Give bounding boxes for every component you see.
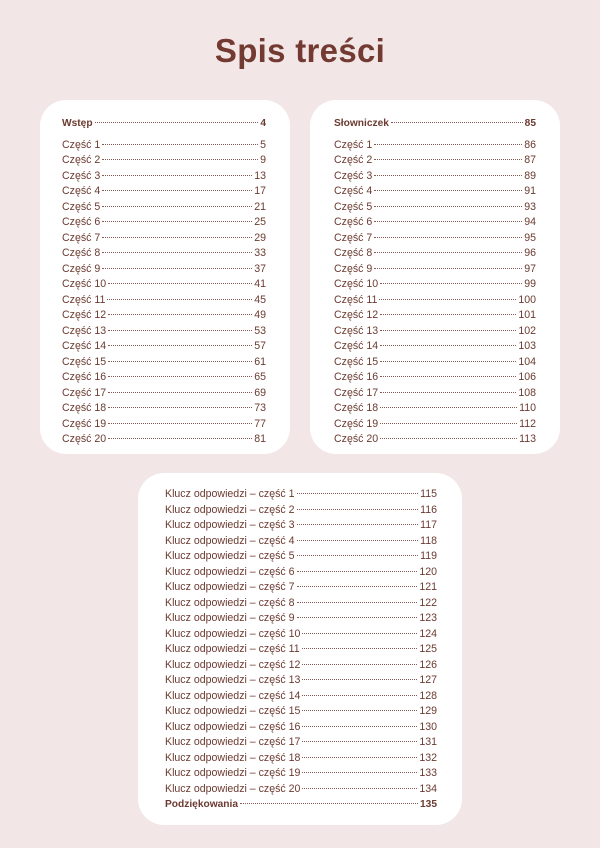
toc-entry[interactable]: [165, 689, 437, 705]
toc-entry[interactable]: [334, 215, 536, 231]
toc-entry-page: 121: [419, 581, 437, 593]
toc-entry-label: Wstęp: [62, 118, 93, 129]
toc-entry-label: Słowniczek: [334, 118, 389, 129]
toc-entry-page: 103: [518, 340, 536, 352]
toc-entry[interactable]: [334, 116, 536, 132]
toc-entry-label: Klucz odpowiedzi – część 20: [165, 782, 301, 795]
toc-entry-page: 97: [524, 262, 536, 275]
toc-list-answer-key: [165, 487, 437, 813]
toc-entry-label: Klucz odpowiedzi – część 11: [165, 643, 300, 655]
toc-entry[interactable]: [334, 231, 536, 247]
toc-entry[interactable]: [334, 386, 536, 402]
toc-entry[interactable]: [334, 169, 536, 185]
toc-entry-page: 130: [419, 720, 437, 733]
toc-entry[interactable]: [334, 200, 536, 216]
dot-leader: [102, 158, 258, 160]
toc-entry-page: 108: [518, 386, 536, 399]
toc-entry-page: 132: [419, 751, 437, 764]
toc-entry-page: 106: [518, 371, 536, 383]
toc-entry[interactable]: [334, 246, 536, 262]
dot-leader: [380, 375, 516, 377]
dot-leader: [379, 298, 516, 300]
toc-entry-label: Część 1: [334, 138, 373, 151]
toc-entry-page: 29: [254, 231, 266, 244]
toc-entry[interactable]: [165, 751, 437, 767]
toc-entry[interactable]: [62, 370, 266, 386]
toc-entry-label: Klucz odpowiedzi – część 14: [165, 689, 301, 702]
toc-entry-page: 99: [524, 278, 536, 290]
dot-leader: [374, 251, 522, 253]
dot-leader: [302, 725, 417, 727]
toc-entry-label: Część 8: [334, 247, 373, 259]
toc-entry-page: 118: [420, 534, 437, 547]
toc-entry[interactable]: [62, 246, 266, 262]
dot-leader: [374, 143, 522, 145]
toc-entry-label: Część 14: [62, 340, 107, 352]
toc-entry-page: 81: [254, 433, 266, 445]
toc-entry[interactable]: [62, 386, 266, 402]
dot-leader: [297, 601, 418, 603]
toc-entry-label: Klucz odpowiedzi – część 8: [165, 596, 295, 609]
toc-entry-page: 128: [419, 689, 437, 702]
toc-entry-label: Część 8: [62, 247, 101, 259]
toc-entry-label: Klucz odpowiedzi – część 13: [165, 674, 301, 686]
toc-list-main: [62, 116, 266, 448]
toc-entry-label: Część 6: [62, 216, 101, 228]
toc-entry-page: 91: [524, 185, 536, 197]
toc-entry-label: Klucz odpowiedzi – część 5: [165, 550, 295, 562]
toc-entry[interactable]: [334, 138, 536, 154]
toc-entry-page: 96: [524, 247, 536, 259]
toc-entry[interactable]: [62, 138, 266, 154]
toc-entry-label: Część 10: [62, 278, 107, 290]
toc-entry-page: 65: [254, 371, 266, 383]
dot-leader: [380, 422, 517, 424]
page-title: Spis treści: [214, 32, 386, 69]
toc-entry[interactable]: [165, 487, 437, 503]
dot-leader: [108, 422, 252, 424]
toc-entry[interactable]: [165, 580, 437, 596]
dot-leader: [108, 360, 252, 362]
toc-entry-label: Część 11: [62, 293, 106, 306]
dot-leader: [107, 298, 252, 300]
toc-entry-label: Część 2: [62, 154, 101, 166]
dot-leader: [391, 121, 523, 123]
toc-entry[interactable]: [165, 673, 437, 689]
toc-entry-label: Klucz odpowiedzi – część 19: [165, 767, 301, 779]
toc-entry[interactable]: [334, 324, 536, 340]
dot-leader: [108, 329, 252, 331]
dot-leader: [302, 771, 417, 773]
dot-leader: [380, 391, 516, 393]
toc-entry[interactable]: [62, 215, 266, 231]
dot-leader: [297, 585, 418, 587]
toc-entry-label: Klucz odpowiedzi – część 2: [165, 503, 295, 516]
toc-entry-page: 73: [254, 402, 266, 414]
toc-entry-label: Część 5: [62, 200, 101, 213]
dot-leader: [108, 406, 252, 408]
toc-entry-label: Część 18: [62, 402, 107, 414]
toc-entry[interactable]: [334, 277, 536, 293]
toc-entry-page: 101: [518, 309, 536, 321]
dot-leader: [95, 121, 259, 123]
toc-entry-page: 134: [419, 782, 437, 795]
toc-entry-page: 102: [518, 324, 536, 337]
toc-entry-page: 17: [254, 185, 266, 197]
toc-entry-label: Część 12: [334, 309, 379, 321]
dot-leader: [380, 329, 516, 331]
dot-leader: [297, 508, 419, 510]
dot-leader: [302, 756, 417, 758]
toc-entry-page: 135: [420, 799, 437, 810]
toc-entry[interactable]: [165, 611, 437, 627]
toc-entry[interactable]: [62, 184, 266, 200]
dot-leader: [102, 205, 252, 207]
toc-entry-label: Część 6: [334, 216, 373, 228]
toc-entry[interactable]: [334, 355, 536, 371]
toc-entry-page: 89: [524, 169, 536, 182]
toc-entry[interactable]: [334, 153, 536, 169]
toc-entry-label: Część 9: [334, 262, 373, 275]
dot-leader: [380, 360, 516, 362]
toc-entry[interactable]: [165, 503, 437, 519]
toc-entry[interactable]: [165, 735, 437, 751]
toc-entry-label: Część 5: [334, 200, 373, 213]
toc-entry[interactable]: [165, 627, 437, 643]
toc-entry[interactable]: [334, 432, 536, 448]
toc-entry[interactable]: [165, 642, 437, 658]
toc-entry-label: Część 14: [334, 340, 379, 352]
toc-entry[interactable]: [62, 262, 266, 278]
toc-entry[interactable]: [165, 518, 437, 534]
toc-entry[interactable]: [165, 534, 437, 550]
toc-entry-page: 21: [254, 200, 266, 213]
toc-entry-page: 120: [419, 565, 437, 578]
toc-entry-page: 49: [254, 309, 266, 321]
toc-entry[interactable]: [334, 370, 536, 386]
toc-entry-page: 129: [419, 705, 437, 717]
toc-entry-page: 110: [519, 402, 536, 414]
dot-leader: [302, 647, 418, 649]
toc-entry[interactable]: [165, 658, 437, 674]
toc-entry-page: 113: [519, 433, 536, 445]
toc-entry-label: Klucz odpowiedzi – część 3: [165, 519, 295, 531]
toc-entry-label: Klucz odpowiedzi – część 16: [165, 720, 301, 733]
toc-entry-page: 41: [254, 278, 266, 290]
toc-entry-label: Klucz odpowiedzi – część 4: [165, 534, 295, 547]
toc-entry-label: Klucz odpowiedzi – część 6: [165, 565, 295, 578]
dot-leader: [102, 143, 258, 145]
toc-entry-label: Klucz odpowiedzi – część 7: [165, 581, 295, 593]
toc-entry-label: Część 20: [62, 433, 107, 445]
toc-entry[interactable]: [62, 200, 266, 216]
toc-entry-label: Część 15: [334, 355, 379, 368]
dot-leader: [108, 282, 252, 284]
dot-leader: [108, 375, 252, 377]
toc-entry[interactable]: [165, 565, 437, 581]
dot-leader: [302, 694, 417, 696]
toc-entry-label: Podziękowania: [165, 799, 239, 810]
toc-entry-label: Część 17: [62, 386, 107, 399]
toc-entry-label: Klucz odpowiedzi – część 17: [165, 736, 301, 748]
toc-entry-page: 126: [419, 658, 437, 671]
toc-entry[interactable]: [62, 116, 266, 132]
dot-leader: [102, 236, 252, 238]
toc-entry-page: 125: [419, 643, 437, 655]
dot-leader: [297, 616, 418, 618]
toc-entry-label: Klucz odpowiedzi – część 1: [165, 488, 295, 500]
toc-entry-label: Część 12: [62, 309, 107, 321]
dot-leader: [374, 174, 522, 176]
dot-leader: [297, 539, 419, 541]
toc-entry[interactable]: [334, 339, 536, 355]
toc-entry[interactable]: [334, 401, 536, 417]
toc-entry-page: 104: [518, 355, 536, 368]
dot-leader: [102, 267, 252, 269]
toc-card-glossary: [310, 100, 560, 454]
dot-leader: [297, 554, 419, 556]
dot-leader: [108, 437, 252, 439]
dot-leader: [374, 220, 522, 222]
toc-entry-page: 77: [254, 417, 266, 430]
toc-entry-page: 4: [260, 118, 266, 129]
toc-entry-page: 122: [419, 596, 437, 609]
toc-entry[interactable]: [62, 324, 266, 340]
toc-entry-page: 9: [260, 154, 266, 166]
dot-leader: [302, 787, 417, 789]
dot-leader: [374, 236, 522, 238]
toc-entry-page: 45: [254, 293, 266, 306]
dot-leader: [380, 406, 517, 408]
toc-card-main: [40, 100, 290, 454]
toc-entry-label: Część 13: [62, 324, 107, 337]
toc-card-answer-key: [138, 473, 462, 825]
toc-entry-page: 124: [419, 627, 437, 640]
dot-leader: [380, 437, 517, 439]
toc-entry[interactable]: [334, 308, 536, 324]
toc-entry-page: 100: [518, 293, 536, 306]
toc-entry-page: 37: [254, 262, 266, 275]
toc-entry[interactable]: [62, 293, 266, 309]
toc-entry-label: Część 2: [334, 154, 373, 166]
toc-entry[interactable]: [165, 704, 437, 720]
toc-entry-label: Część 19: [334, 417, 379, 430]
toc-entry-page: 119: [420, 550, 437, 562]
dot-leader: [374, 189, 522, 191]
toc-entry-label: Część 17: [334, 386, 379, 399]
toc-entry[interactable]: [165, 782, 437, 798]
toc-list-glossary: [334, 116, 536, 448]
dot-leader: [380, 313, 516, 315]
dot-leader: [302, 709, 417, 711]
toc-entry-page: 69: [254, 386, 266, 399]
dot-leader: [102, 189, 252, 191]
toc-entry-page: 85: [524, 118, 536, 129]
toc-entry-label: Klucz odpowiedzi – część 18: [165, 751, 301, 764]
toc-entry-label: Część 16: [62, 371, 107, 383]
toc-entry-page: 61: [254, 355, 266, 368]
toc-entry[interactable]: [62, 308, 266, 324]
toc-entry-label: Klucz odpowiedzi – część 12: [165, 658, 301, 671]
toc-entry-page: 127: [419, 674, 437, 686]
dot-leader: [302, 663, 417, 665]
dot-leader: [374, 267, 522, 269]
toc-entry-page: 116: [420, 503, 437, 516]
toc-entry-page: 25: [254, 216, 266, 228]
dot-leader: [102, 220, 252, 222]
toc-entry[interactable]: [165, 549, 437, 565]
dot-leader: [108, 313, 252, 315]
toc-entry-label: Klucz odpowiedzi – część 15: [165, 705, 301, 717]
toc-entry-label: Klucz odpowiedzi – część 10: [165, 627, 301, 640]
toc-entry[interactable]: [62, 231, 266, 247]
dot-leader: [102, 251, 252, 253]
toc-entry[interactable]: [165, 720, 437, 736]
toc-entry-label: Część 11: [334, 293, 378, 306]
toc-entry-label: Część 7: [334, 231, 373, 244]
toc-entry[interactable]: [62, 277, 266, 293]
toc-entry-page: 95: [524, 231, 536, 244]
toc-entry[interactable]: [62, 169, 266, 185]
dot-leader: [297, 570, 418, 572]
toc-entry-label: Część 19: [62, 417, 107, 430]
toc-entry-page: 57: [254, 340, 266, 352]
toc-entry-page: 131: [419, 736, 437, 748]
toc-entry[interactable]: [62, 339, 266, 355]
toc-entry[interactable]: [62, 417, 266, 433]
toc-entry-label: Klucz odpowiedzi – część 9: [165, 612, 295, 624]
toc-entry[interactable]: [62, 153, 266, 169]
toc-entry-page: 112: [519, 417, 536, 430]
dot-leader: [302, 678, 417, 680]
toc-entry[interactable]: [334, 262, 536, 278]
toc-entry[interactable]: [62, 401, 266, 417]
toc-entry[interactable]: [165, 797, 437, 813]
toc-entry-label: Część 4: [62, 185, 101, 197]
dot-leader: [374, 205, 522, 207]
dot-leader: [380, 282, 522, 284]
toc-entry[interactable]: [334, 417, 536, 433]
toc-entry-label: Część 9: [62, 262, 101, 275]
dot-leader: [102, 174, 252, 176]
toc-entry-page: 117: [420, 519, 437, 531]
dot-leader: [302, 632, 417, 634]
toc-entry-label: Część 16: [334, 371, 379, 383]
toc-entry-page: 94: [524, 216, 536, 228]
toc-entry[interactable]: [165, 766, 437, 782]
dot-leader: [297, 492, 419, 494]
dot-leader: [108, 391, 252, 393]
toc-entry-label: Część 3: [334, 169, 373, 182]
toc-entry[interactable]: [334, 184, 536, 200]
toc-entry-label: Część 10: [334, 278, 379, 290]
toc-entry-page: 13: [254, 169, 266, 182]
toc-entry-label: Część 1: [62, 138, 101, 151]
toc-entry-label: Część 4: [334, 185, 373, 197]
toc-entry-page: 53: [254, 324, 266, 337]
dot-leader: [380, 344, 516, 346]
toc-entry-label: Część 15: [62, 355, 107, 368]
toc-entry-page: 87: [524, 154, 536, 166]
toc-entry-page: 5: [260, 138, 266, 151]
toc-entry-page: 123: [419, 612, 437, 624]
toc-entry-label: Część 7: [62, 231, 101, 244]
toc-entry-page: 93: [524, 200, 536, 213]
dot-leader: [108, 344, 252, 346]
dot-leader: [240, 802, 418, 804]
dot-leader: [302, 740, 417, 742]
dot-leader: [374, 158, 522, 160]
toc-entry-page: 86: [524, 138, 536, 151]
toc-entry-label: Część 20: [334, 433, 379, 445]
toc-entry[interactable]: [62, 355, 266, 371]
toc-entry-page: 33: [254, 247, 266, 259]
toc-entry[interactable]: [62, 432, 266, 448]
toc-entry[interactable]: [165, 596, 437, 612]
toc-entry-page: 115: [420, 488, 437, 500]
toc-entry-label: Część 3: [62, 169, 101, 182]
toc-entry-label: Część 13: [334, 324, 379, 337]
dot-leader: [297, 523, 419, 525]
toc-entry-label: Część 18: [334, 402, 379, 414]
toc-entry[interactable]: [334, 293, 536, 309]
toc-entry-page: 133: [419, 767, 437, 779]
